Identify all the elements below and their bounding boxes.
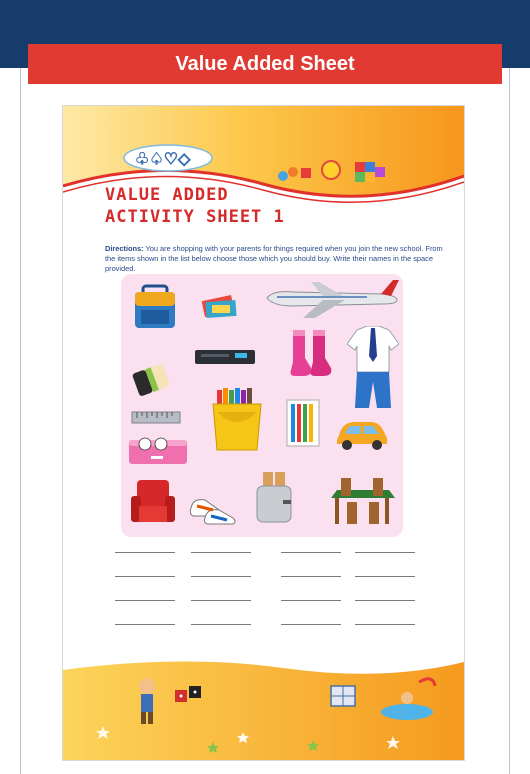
worksheet-title-line1: VALUE ADDED [105,185,229,205]
answer-line[interactable] [115,600,175,601]
right-margin-rule [509,68,510,774]
answer-line[interactable] [115,576,175,577]
answer-line[interactable] [191,600,251,601]
worksheet-page [62,105,465,761]
school-uniform-icon [347,326,399,416]
crayons-icon [211,386,263,452]
answer-line[interactable] [191,624,251,625]
answer-line[interactable] [191,576,251,577]
pencils-icon [285,398,321,448]
toy-blocks-icon [273,154,393,194]
answer-line[interactable] [281,600,341,601]
card-suits-cloud-icon [123,138,213,172]
toaster-icon [253,470,295,528]
directions-label: Directions: [105,244,144,253]
worksheet-title-line2: ACTIVITY SHEET 1 [105,207,285,227]
answer-line[interactable] [355,576,415,577]
answer-line[interactable] [355,624,415,625]
ruler-icon [131,410,181,426]
school-bag-icon [133,284,177,330]
answer-line[interactable] [115,552,175,553]
answer-line[interactable] [281,576,341,577]
board-game-icon [331,686,355,706]
airplane-icon [263,278,403,320]
answer-line[interactable] [355,552,415,553]
pencil-box-icon [127,432,189,466]
dining-table-icon [327,472,397,528]
socks-icon [287,328,335,378]
answer-line[interactable] [281,552,341,553]
tickets-icon [201,294,237,320]
answer-line[interactable] [191,552,251,553]
svg-text:♣♠♡◇: ♣♠♡◇ [135,149,191,168]
worksheet-title [105,184,285,228]
dvd-player-icon [193,346,257,368]
directions-text [105,244,445,273]
armchair-icon [129,478,177,528]
eraser-icon [131,360,171,400]
answer-line[interactable] [115,624,175,625]
answer-line[interactable] [355,600,415,601]
footer-decoration [63,646,464,760]
car-icon [333,416,391,452]
directions-body: You are shopping with your parents for things required when you join the new school. From the items shown in the list below choose those which you should buy. Write their names in the space provided. [105,244,443,273]
left-margin-rule [20,68,21,774]
shoes-icon [189,490,239,526]
items-panel [121,274,403,537]
answer-line[interactable] [281,624,341,625]
banner-title: Value Added Sheet [28,44,502,84]
